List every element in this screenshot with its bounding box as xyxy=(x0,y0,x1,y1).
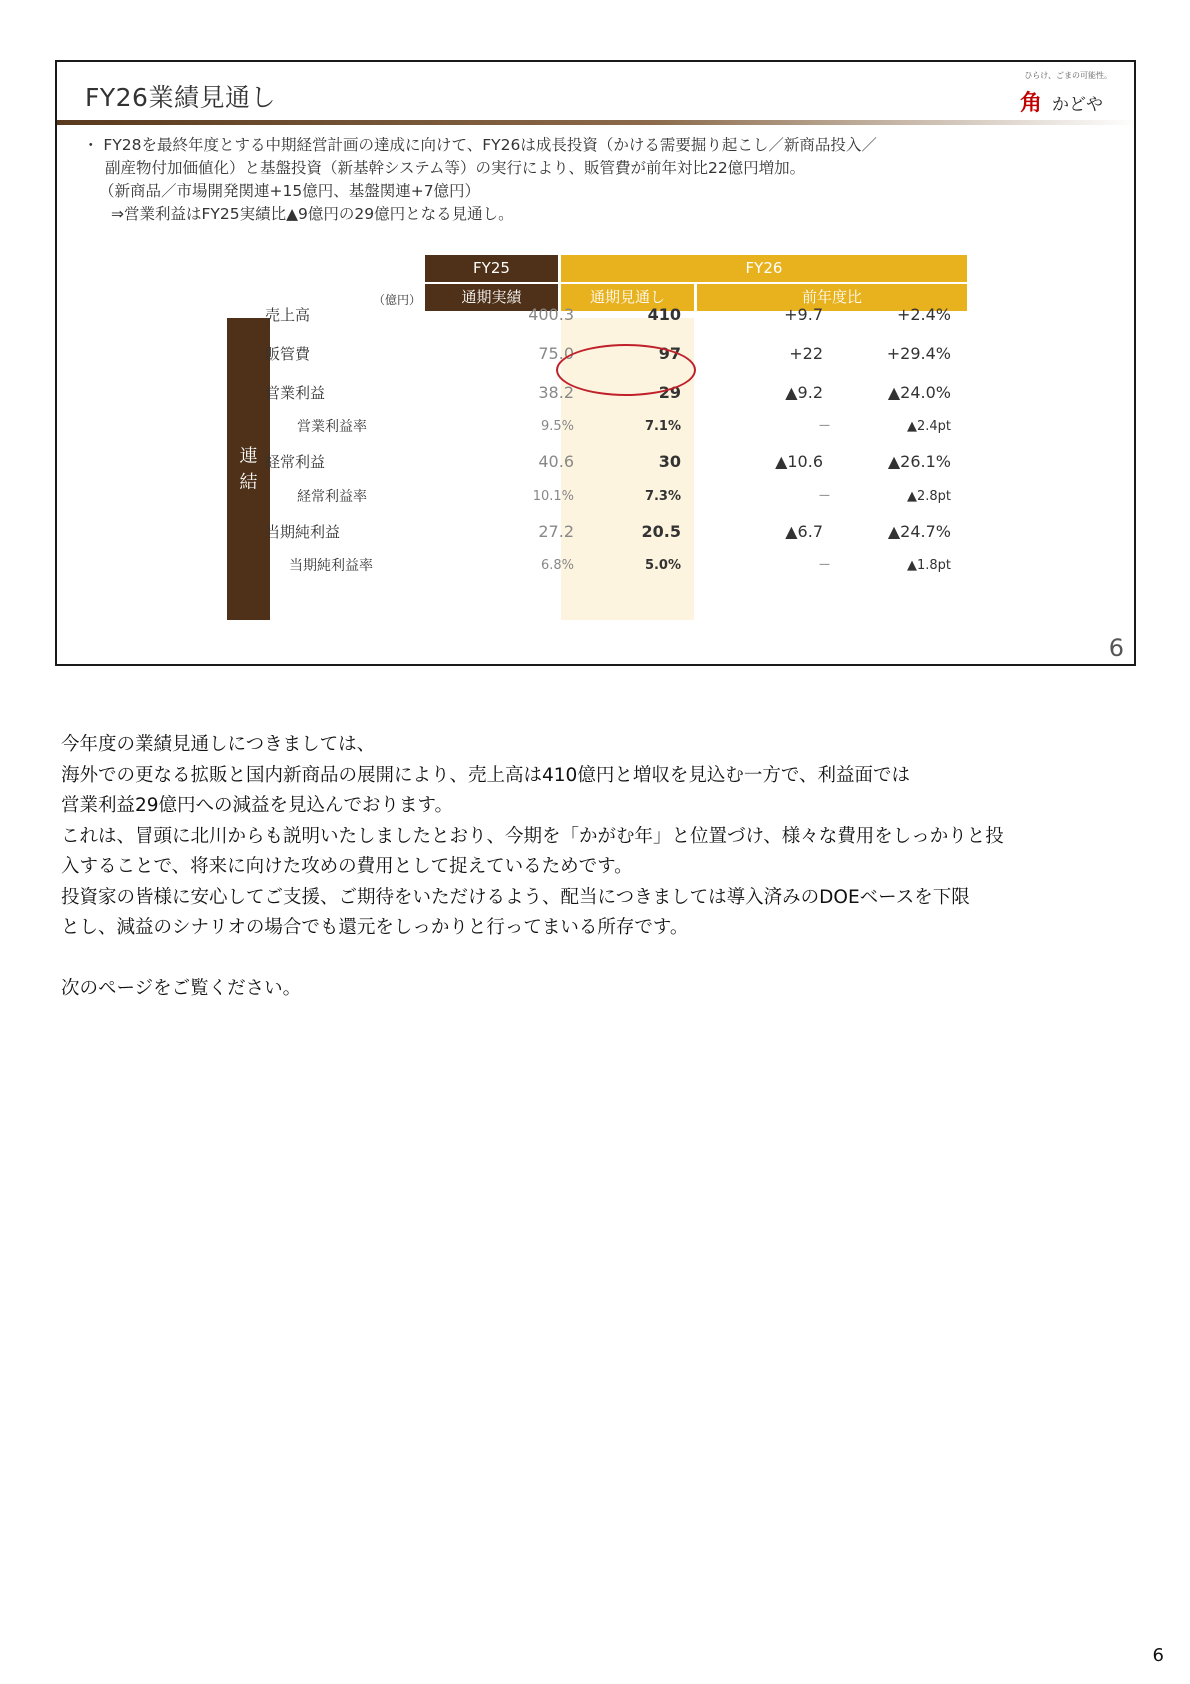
notes-line: 入することで、将来に向けた攻めの費用として捉えているためです。 xyxy=(61,856,633,877)
company-logo xyxy=(1012,70,1112,116)
notes-line: 営業利益29億円への減益を見込んでおります。 xyxy=(61,795,454,816)
notes-line: 次のページをご覧ください。 xyxy=(61,977,302,999)
logo-mark-icon: 角 xyxy=(1020,91,1043,116)
page-number: 6 xyxy=(1152,1645,1164,1666)
table-row: 営業利益率 9.5% 7.1% － ▲2.4pt xyxy=(297,419,951,435)
header-fy26-forecast: 通期見通し xyxy=(561,284,694,311)
slide-title: FY26業績見通し xyxy=(85,83,276,112)
table-row: 当期純利益率 6.8% 5.0% － ▲1.8pt xyxy=(289,558,951,574)
header-fy26: FY26 xyxy=(561,255,967,282)
slide-bullets xyxy=(83,134,877,226)
title-divider xyxy=(57,120,1136,125)
notes-line: 今年度の業績見通しにつきましては、 xyxy=(61,734,376,755)
notes-line: これは、冒頭に北川からも説明いたしましたとおり、今期を「かがむ年」と位置づけ、様々な費用をしっかりと投 xyxy=(61,825,1004,847)
table-row: 販管費 75.0 97 +22 +29.4% xyxy=(265,344,951,363)
notes-line xyxy=(61,944,1004,974)
bullet-line: （新商品／市場開発関連+15億円、基盤関連+7億円） xyxy=(99,182,481,200)
header-fy25-actual: 通期実績 xyxy=(425,284,558,311)
logo-name: かどや xyxy=(1052,95,1103,115)
unit-label: （億円） xyxy=(373,293,422,307)
bullet-line: ⇒営業利益はFY25実績比▲9億円の29億円となる見通し。 xyxy=(111,205,514,223)
notes-line: とし、減益のシナリオの場合でも還元をしっかりと行ってまいる所存です。 xyxy=(61,917,689,938)
logo-tagline: ひらけ、ごまの可能性。 xyxy=(1024,71,1112,80)
header-fy25: FY25 xyxy=(425,255,558,282)
notes-line: 投資家の皆様に安心してご支援、ご期待をいただけるよう、配当につきましては導入済みのDOEベースを下限 xyxy=(61,886,970,908)
bullet-line: 副産物付加価値化）と基盤投資（新基幹システム等）の実行により、販管費が前年対比22億円増加。 xyxy=(105,159,806,177)
slide-page-number: 6 xyxy=(1108,634,1124,662)
table-row: 営業利益 38.2 29 ▲9.2 ▲24.0% xyxy=(265,383,951,402)
table-row: 売上高 400.3 410 +9.7 +2.4% xyxy=(265,305,951,324)
highlight-circle xyxy=(556,344,696,396)
notes-line: 海外での更なる拡販と国内新商品の展開により、売上高は410億円と増収を見込む一方で、利益面では xyxy=(61,764,910,786)
table-row: 経常利益率 10.1% 7.3% － ▲2.8pt xyxy=(297,489,951,505)
consolidated-label: 連結 xyxy=(239,446,258,493)
table-row: 当期純利益 27.2 20.5 ▲6.7 ▲24.7% xyxy=(265,522,951,541)
slide xyxy=(55,60,1136,666)
table-row: 経常利益 40.6 30 ▲10.6 ▲26.1% xyxy=(265,452,951,471)
bullet-line: ・ FY28を最終年度とする中期経営計画の達成に向けて、FY26は成長投資（かける需要掘り起こし／新商品投入／ xyxy=(83,136,877,154)
header-yoy: 前年度比 xyxy=(697,284,967,311)
speaker-notes xyxy=(61,730,1004,1004)
